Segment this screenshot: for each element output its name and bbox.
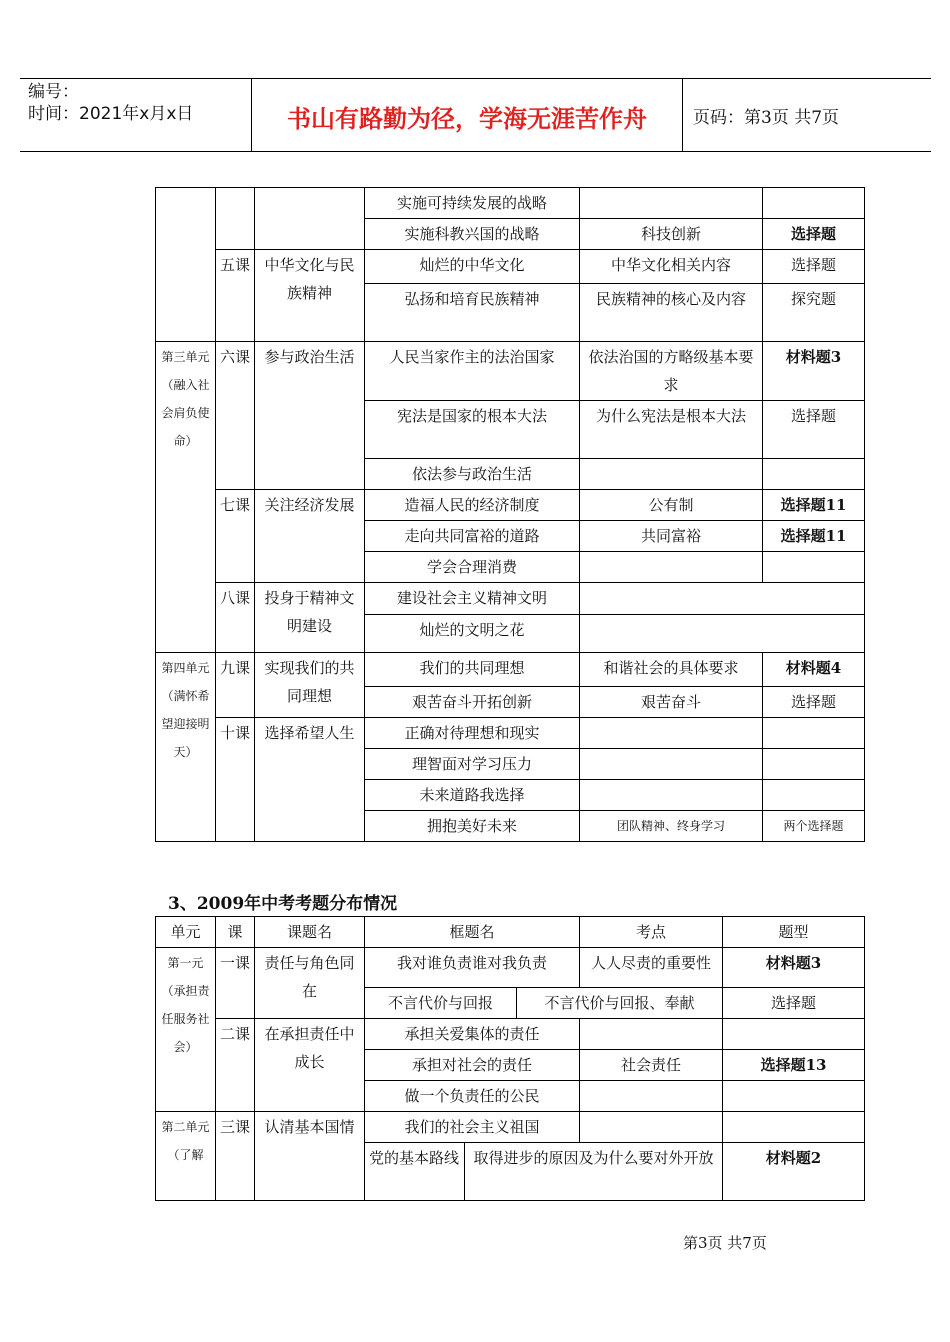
type-cell: 选择题: [763, 401, 865, 459]
header-section: 框题名: [365, 917, 580, 948]
point-cell: [580, 718, 763, 749]
section-cell: 承担对社会的责任: [365, 1050, 580, 1081]
title-cell: 中华文化与民族精神: [255, 250, 365, 342]
point-cell: [580, 583, 865, 615]
lesson-cell: 六课: [216, 342, 255, 490]
title-cell: 在承担责任中成长: [255, 1019, 365, 1112]
unit-cell: [156, 188, 216, 342]
point-cell: 人人尽责的重要性: [580, 948, 723, 988]
type-cell: 选择题: [763, 687, 865, 718]
exam-distribution-table: [155, 916, 865, 1201]
section-cell: 走向共同富裕的道路: [365, 521, 580, 552]
table-row: [156, 948, 865, 988]
section-cell: 学会合理消费: [365, 552, 580, 583]
time-label: 时间：2021年x月x日: [28, 104, 194, 124]
section-cell: 党的基本路线: [365, 1143, 465, 1201]
type-cell: 选择题: [723, 988, 865, 1019]
title-cell: 实现我们的共同理想: [255, 653, 365, 718]
section-cell: 弘扬和培育民族精神: [365, 284, 580, 342]
point-cell: [580, 780, 763, 811]
section-cell: 我们的社会主义祖国: [365, 1112, 580, 1143]
type-cell: [763, 552, 865, 583]
lesson-cell: 八课: [216, 583, 255, 653]
type-cell: 选择题: [763, 219, 865, 250]
point-cell: 依法治国的方略级基本要求: [580, 342, 763, 401]
lesson-cell: 五课: [216, 250, 255, 342]
type-cell: [763, 188, 865, 219]
header-unit: 单元: [156, 917, 216, 948]
point-cell: 艰苦奋斗: [580, 687, 763, 718]
type-cell: [763, 749, 865, 780]
type-cell: 选择题13: [723, 1050, 865, 1081]
header-meta: [28, 81, 193, 125]
type-cell: 选择题11: [763, 490, 865, 521]
table-header-row: [156, 917, 865, 948]
page-header: [20, 78, 931, 152]
lesson-cell: 九课: [216, 653, 255, 718]
unit-cell: 第三单元（融入社会肩负使命）: [156, 342, 216, 653]
lesson-cell: 七课: [216, 490, 255, 583]
section-cell: 正确对待理想和现实: [365, 718, 580, 749]
lesson-cell: [216, 188, 255, 250]
table-row: [156, 1112, 865, 1143]
curriculum-table-continued: [155, 187, 865, 842]
type-cell: [763, 780, 865, 811]
type-cell: 材料题3: [763, 342, 865, 401]
point-cell: 团队精神、终身学习: [580, 811, 763, 842]
header-title: 课题名: [255, 917, 365, 948]
type-cell: 选择题11: [763, 521, 865, 552]
table-row: [156, 342, 865, 401]
type-cell: 材料题2: [723, 1143, 865, 1201]
table-row: [156, 250, 865, 284]
table-row: [156, 1019, 865, 1050]
header-motto: 书山有路勤为径，学海无涯苦作舟: [287, 104, 647, 133]
section-cell: 建设社会主义精神文明: [365, 583, 580, 615]
section-cell: 造福人民的经济制度: [365, 490, 580, 521]
point-cell: [580, 749, 763, 780]
table-row: [156, 653, 865, 687]
point-cell: 共同富裕: [580, 521, 763, 552]
title-cell: [255, 188, 365, 250]
lesson-cell: 二课: [216, 1019, 255, 1112]
type-cell: 选择题: [763, 250, 865, 284]
point-cell: [580, 459, 763, 490]
type-cell: [723, 1081, 865, 1112]
section-cell: 承担关爱集体的责任: [365, 1019, 580, 1050]
section-cell: 我对谁负责谁对我负责: [365, 948, 580, 988]
section-cell: 艰苦奋斗开拓创新: [365, 687, 580, 718]
title-cell: 责任与角色同在: [255, 948, 365, 1019]
point-cell: 取得进步的原因及为什么要对外开放: [465, 1143, 723, 1201]
type-cell: [763, 718, 865, 749]
section-cell: 拥抱美好未来: [365, 811, 580, 842]
point-cell: [580, 188, 763, 219]
header-page-number: 页码：第3页 共7页: [693, 108, 840, 128]
point-cell: [580, 1081, 723, 1112]
section-cell: 不言代价与回报: [365, 988, 517, 1019]
point-cell: 和谐社会的具体要求: [580, 653, 763, 687]
table-row: [156, 490, 865, 521]
section-heading: 3、2009年中考考题分布情况: [168, 894, 398, 914]
table-row: [156, 583, 865, 615]
header-point: 考点: [580, 917, 723, 948]
title-cell: 参与政治生活: [255, 342, 365, 490]
unit-cell: 第一元（承担责任服务社会）: [156, 948, 216, 1112]
section-cell: 理智面对学习压力: [365, 749, 580, 780]
lesson-cell: 十课: [216, 718, 255, 842]
point-cell: 中华文化相关内容: [580, 250, 763, 284]
type-cell: [763, 459, 865, 490]
section-cell: 宪法是国家的根本大法: [365, 401, 580, 459]
point-cell: [580, 1112, 723, 1143]
point-cell: 为什么宪法是根本大法: [580, 401, 763, 459]
title-cell: 认清基本国情: [255, 1112, 365, 1201]
title-cell: 关注经济发展: [255, 490, 365, 583]
type-cell: [723, 1019, 865, 1050]
lesson-cell: 三课: [216, 1112, 255, 1201]
point-cell: 科技创新: [580, 219, 763, 250]
lesson-cell: 一课: [216, 948, 255, 1019]
section-cell: 未来道路我选择: [365, 780, 580, 811]
header-divider: [682, 79, 683, 151]
number-label: 编号：: [28, 82, 79, 102]
type-cell: 材料题4: [763, 653, 865, 687]
point-cell: [580, 552, 763, 583]
section-cell: 人民当家作主的法治国家: [365, 342, 580, 401]
point-cell: [580, 615, 865, 653]
point-cell: 不言代价与回报、奉献: [517, 988, 723, 1019]
section-cell: 实施科教兴国的战略: [365, 219, 580, 250]
point-cell: 民族精神的核心及内容: [580, 284, 763, 342]
section-cell: 做一个负责任的公民: [365, 1081, 580, 1112]
type-cell: 两个选择题: [763, 811, 865, 842]
type-cell: 探究题: [763, 284, 865, 342]
point-cell: 公有制: [580, 490, 763, 521]
table-row: [156, 718, 865, 749]
header-type: 题型: [723, 917, 865, 948]
section-cell: 依法参与政治生活: [365, 459, 580, 490]
page-footer: 第3页 共7页: [683, 1234, 767, 1252]
title-cell: 选择希望人生: [255, 718, 365, 842]
section-cell: 灿烂的中华文化: [365, 250, 580, 284]
unit-cell: 第四单元（满怀希望迎接明天）: [156, 653, 216, 842]
point-cell: [580, 1019, 723, 1050]
section-cell: 实施可持续发展的战略: [365, 188, 580, 219]
title-cell: 投身于精神文明建设: [255, 583, 365, 653]
table-row: [156, 188, 865, 219]
type-cell: [723, 1112, 865, 1143]
section-cell: 灿烂的文明之花: [365, 615, 580, 653]
type-cell: 材料题3: [723, 948, 865, 988]
section-cell: 我们的共同理想: [365, 653, 580, 687]
point-cell: 社会责任: [580, 1050, 723, 1081]
header-lesson: 课: [216, 917, 255, 948]
unit-cell: 第二单元（了解: [156, 1112, 216, 1201]
